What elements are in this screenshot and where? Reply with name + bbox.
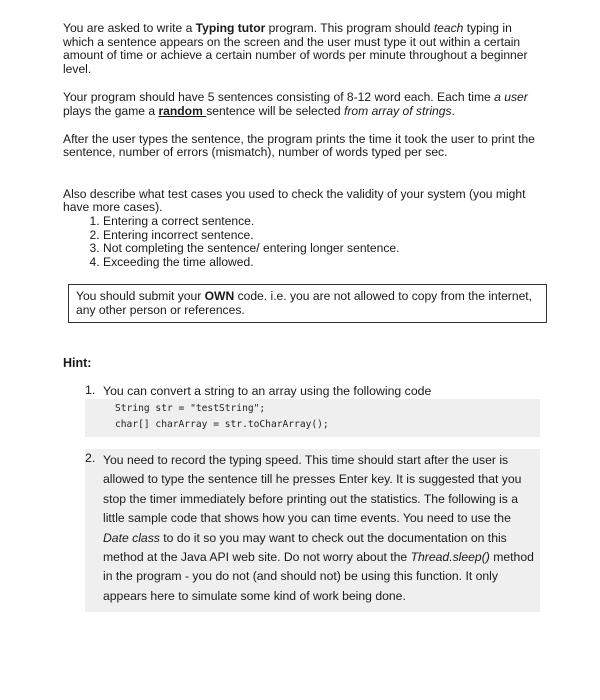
hint-item-2 [85,449,540,612]
code-sample [85,399,540,437]
test-cases-list [63,215,543,269]
intro-paragraph [63,22,543,76]
test-case-item: 2. Entering incorrect sentence. [103,229,543,243]
sentences-text-1: Your program should have 5 sentences consisting of 8-12 word each. Each time [63,90,495,105]
intro-emphasis: teach [433,21,464,35]
notice-text-2: code. i.e. you are not allowed to copy from the internet, any other person or references. [76,289,533,318]
hint-number: 1. [85,383,96,397]
hint2-text-2: to do it so you may want to check out the documentation on this method at the Java API web site. Do not worry about the [103,530,507,565]
random-keyword: random [158,103,207,118]
hint-number: 2. [85,451,96,465]
intro-text-1: You are asked to write a [63,21,196,35]
code-line: char[] charArray = str.toCharArray(); [115,419,329,430]
hint-list [85,383,540,612]
hint-item-1 [85,383,540,399]
hint-text: You can convert a string to an array using the following code [103,384,432,398]
intro-text-2: program. This program should [265,21,434,35]
hint-heading: Hint: [63,356,92,371]
notice-text-1: You should submit your [76,289,205,304]
hint2-emphasis-1: Date class [103,530,160,545]
original-work-notice [68,284,547,323]
sentences-text-3: sentence will be selected [206,103,345,118]
sentences-paragraph [63,91,543,118]
code-line: String str = "testString"; [115,403,266,414]
sentences-text-4: . [451,103,455,118]
hint-text [103,451,536,606]
intro-text-3: typing in which a sentence appears on the screen and the user must type it out within a certain amount of time or achieve a certain number of words per minute throughout a beginner level. [63,21,528,76]
notice-emphasis: OWN [204,289,235,304]
test-cases-intro: Also describe what test cases you used to check the validity of your system (you might have more cases). [63,186,526,215]
hint2-emphasis-2: Thread.sleep() [410,550,490,565]
hint2-text-1: You need to record the typing speed. This time should start after the user is allowed to type the sentence till he presses Enter key. It is suggested that you stop the timer immediately before printing out the statistics. The following is a little sample code that shows how you can time events. You need to use the [103,453,522,526]
test-case-item: 3. Not completing the sentence/ entering longer sentence. [103,242,543,256]
program-name: Typing tutor [195,21,266,35]
test-case-item: 1. Entering a correct sentence. [103,215,543,229]
sentences-text-2: plays the game a [63,103,159,118]
sentences-emphasis-2: from array of strings [344,103,452,118]
output-paragraph: After the user types the sentence, the program prints the time it took the user to print the sentence, number of errors (mismatch), number of words typed per sec. [63,131,535,160]
hint2-text-3: method in the program - you do not (and should not) be using this function. It only appears here to simulate some kind of work being done. [103,550,534,603]
sentences-emphasis-1: a user [494,90,528,105]
assignment-document [63,22,543,370]
test-case-item: 4. Exceeding the time allowed. [103,256,543,270]
